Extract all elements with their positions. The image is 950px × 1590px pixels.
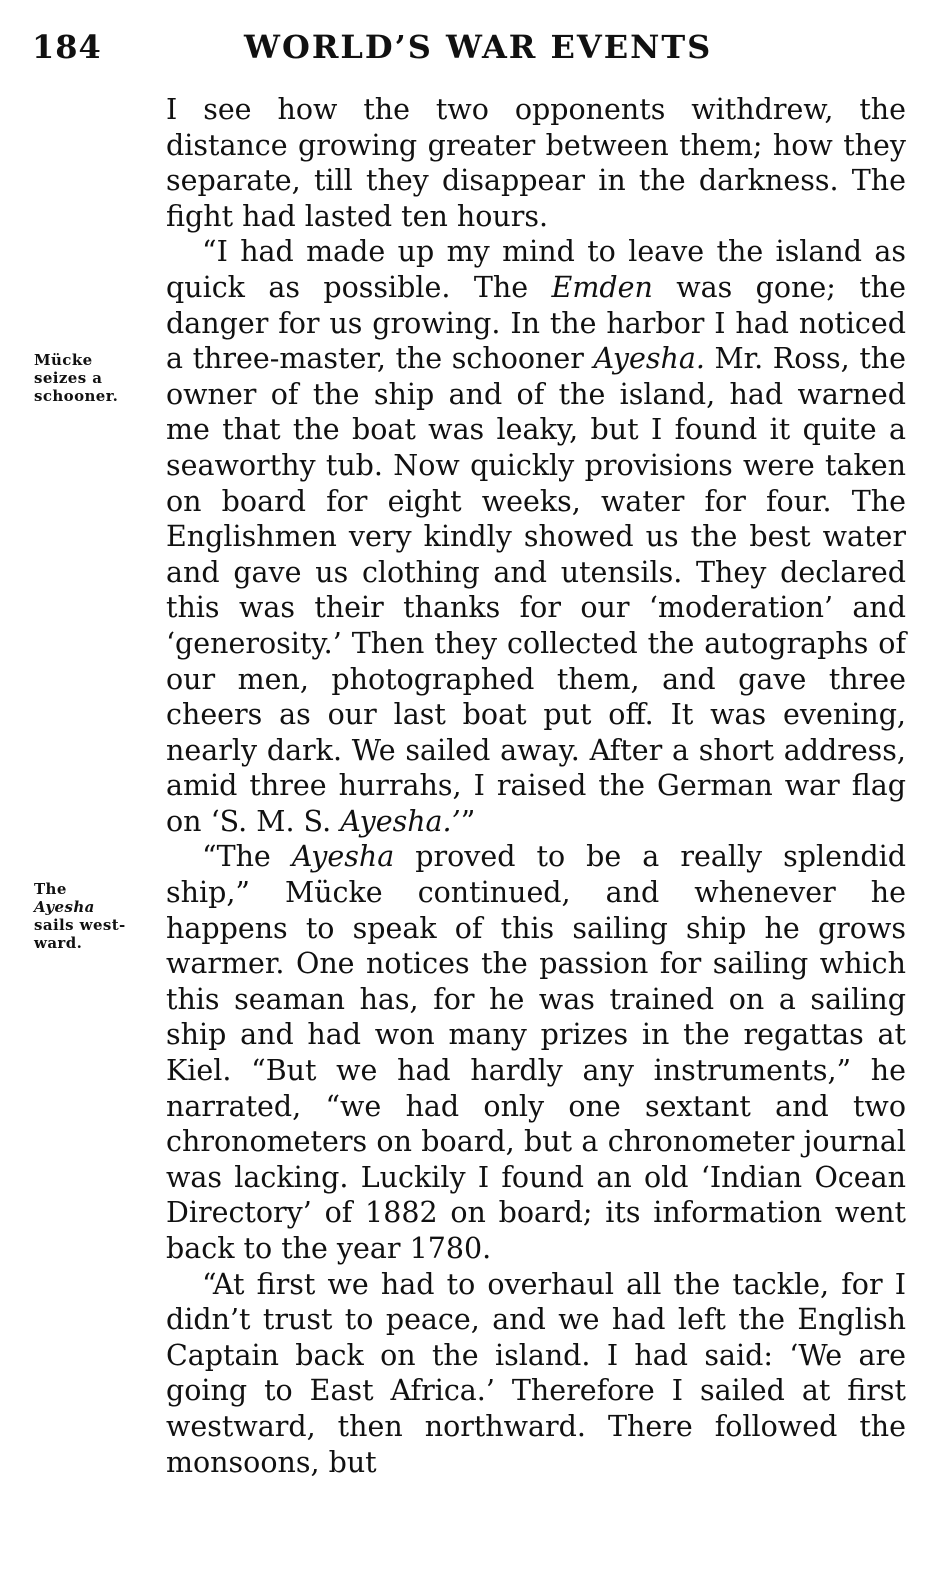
ship-name-ayesha: Ayesha.	[593, 342, 705, 376]
paragraph-3	[166, 839, 906, 1266]
paragraph-2-text-b: was gone; the danger for us growing. In the harbor I had noticed a three-master, the schooner	[166, 270, 906, 376]
running-head: WORLD’S WAR EVENTS	[244, 28, 713, 66]
sidenote-line: The	[34, 880, 67, 898]
sidenote-line: schooner.	[34, 387, 119, 405]
sidenote-line: ward.	[34, 934, 83, 952]
paragraph-3-text-a: “The	[202, 840, 292, 874]
page-header	[32, 28, 912, 68]
paragraph-1: I see how the two opponents withdrew, the distance growing greater between them; how they separate, till they disappear in the darkness. The fight had lasted ten hours.	[166, 93, 906, 233]
sidenote-ayesha-sails-westward	[34, 880, 168, 952]
paragraph-2-text-c: Mr. Ross, the owner of the ship and of the island, had warned me that the boat was leaky, but I found it quite a seaworthy tub. Now quickly provisions were taken on board for eight weeks, water for four. The Englishmen very kindly showed us the best water and gave us clothing and utensils. They declared this was their thanks for our ‘moderation’ and ‘generosity.’ Then they collected the autographs of our men, photographed them, and gave three cheers as our last boat put off. It was evening, nearly dark. We sailed away. After a short address, amid three hurrahs, I raised the German war flag on ‘S. M. S.	[166, 342, 906, 838]
ship-name-emden: Emden	[551, 270, 653, 304]
body-text	[166, 92, 906, 1480]
paragraph-4: “At first we had to overhaul all the tackle, for I didn’t trust to peace, and we had left the English Captain back on the island. I had said: ‘We are going to East Africa.’ Therefore I sailed at first westward, then northward. There followed the monsoons, but	[166, 1267, 906, 1479]
paragraph-3-text-b: proved to be a really splendid ship,” Mücke continued, and whenever he happens to speak of this sailing ship he grows warmer. One notices the passion for sailing which this seaman has, for he was trained on a sailing ship and had won many prizes in the regattas at Kiel. “But we had hardly any instruments,” he narrated, “we had only one sextant and two chronometers on board, but a chronometer journal was lacking. Luckily I found an old ‘Indian Ocean Directory’ of 1882 on board; its information went back to the year 1780.	[166, 840, 906, 1265]
ship-name-ayesha: Ayesha.’	[340, 804, 461, 838]
sidenote-muecke-seizes-schooner	[34, 351, 168, 405]
sidenote-ship-name: Ayesha	[34, 898, 95, 916]
paragraph-2-text-a: “I had made up my mind to leave the island as quick as possible. The	[166, 235, 906, 304]
sidenote-line: sails west-	[34, 916, 126, 934]
paragraph-2	[166, 234, 906, 839]
sidenote-line: seizes a	[34, 369, 103, 387]
ship-name-ayesha: Ayesha	[291, 840, 395, 874]
page-number: 184	[32, 28, 102, 66]
sidenote-line: Mücke	[34, 351, 93, 369]
paragraph-2-text-d: ”	[460, 804, 476, 838]
